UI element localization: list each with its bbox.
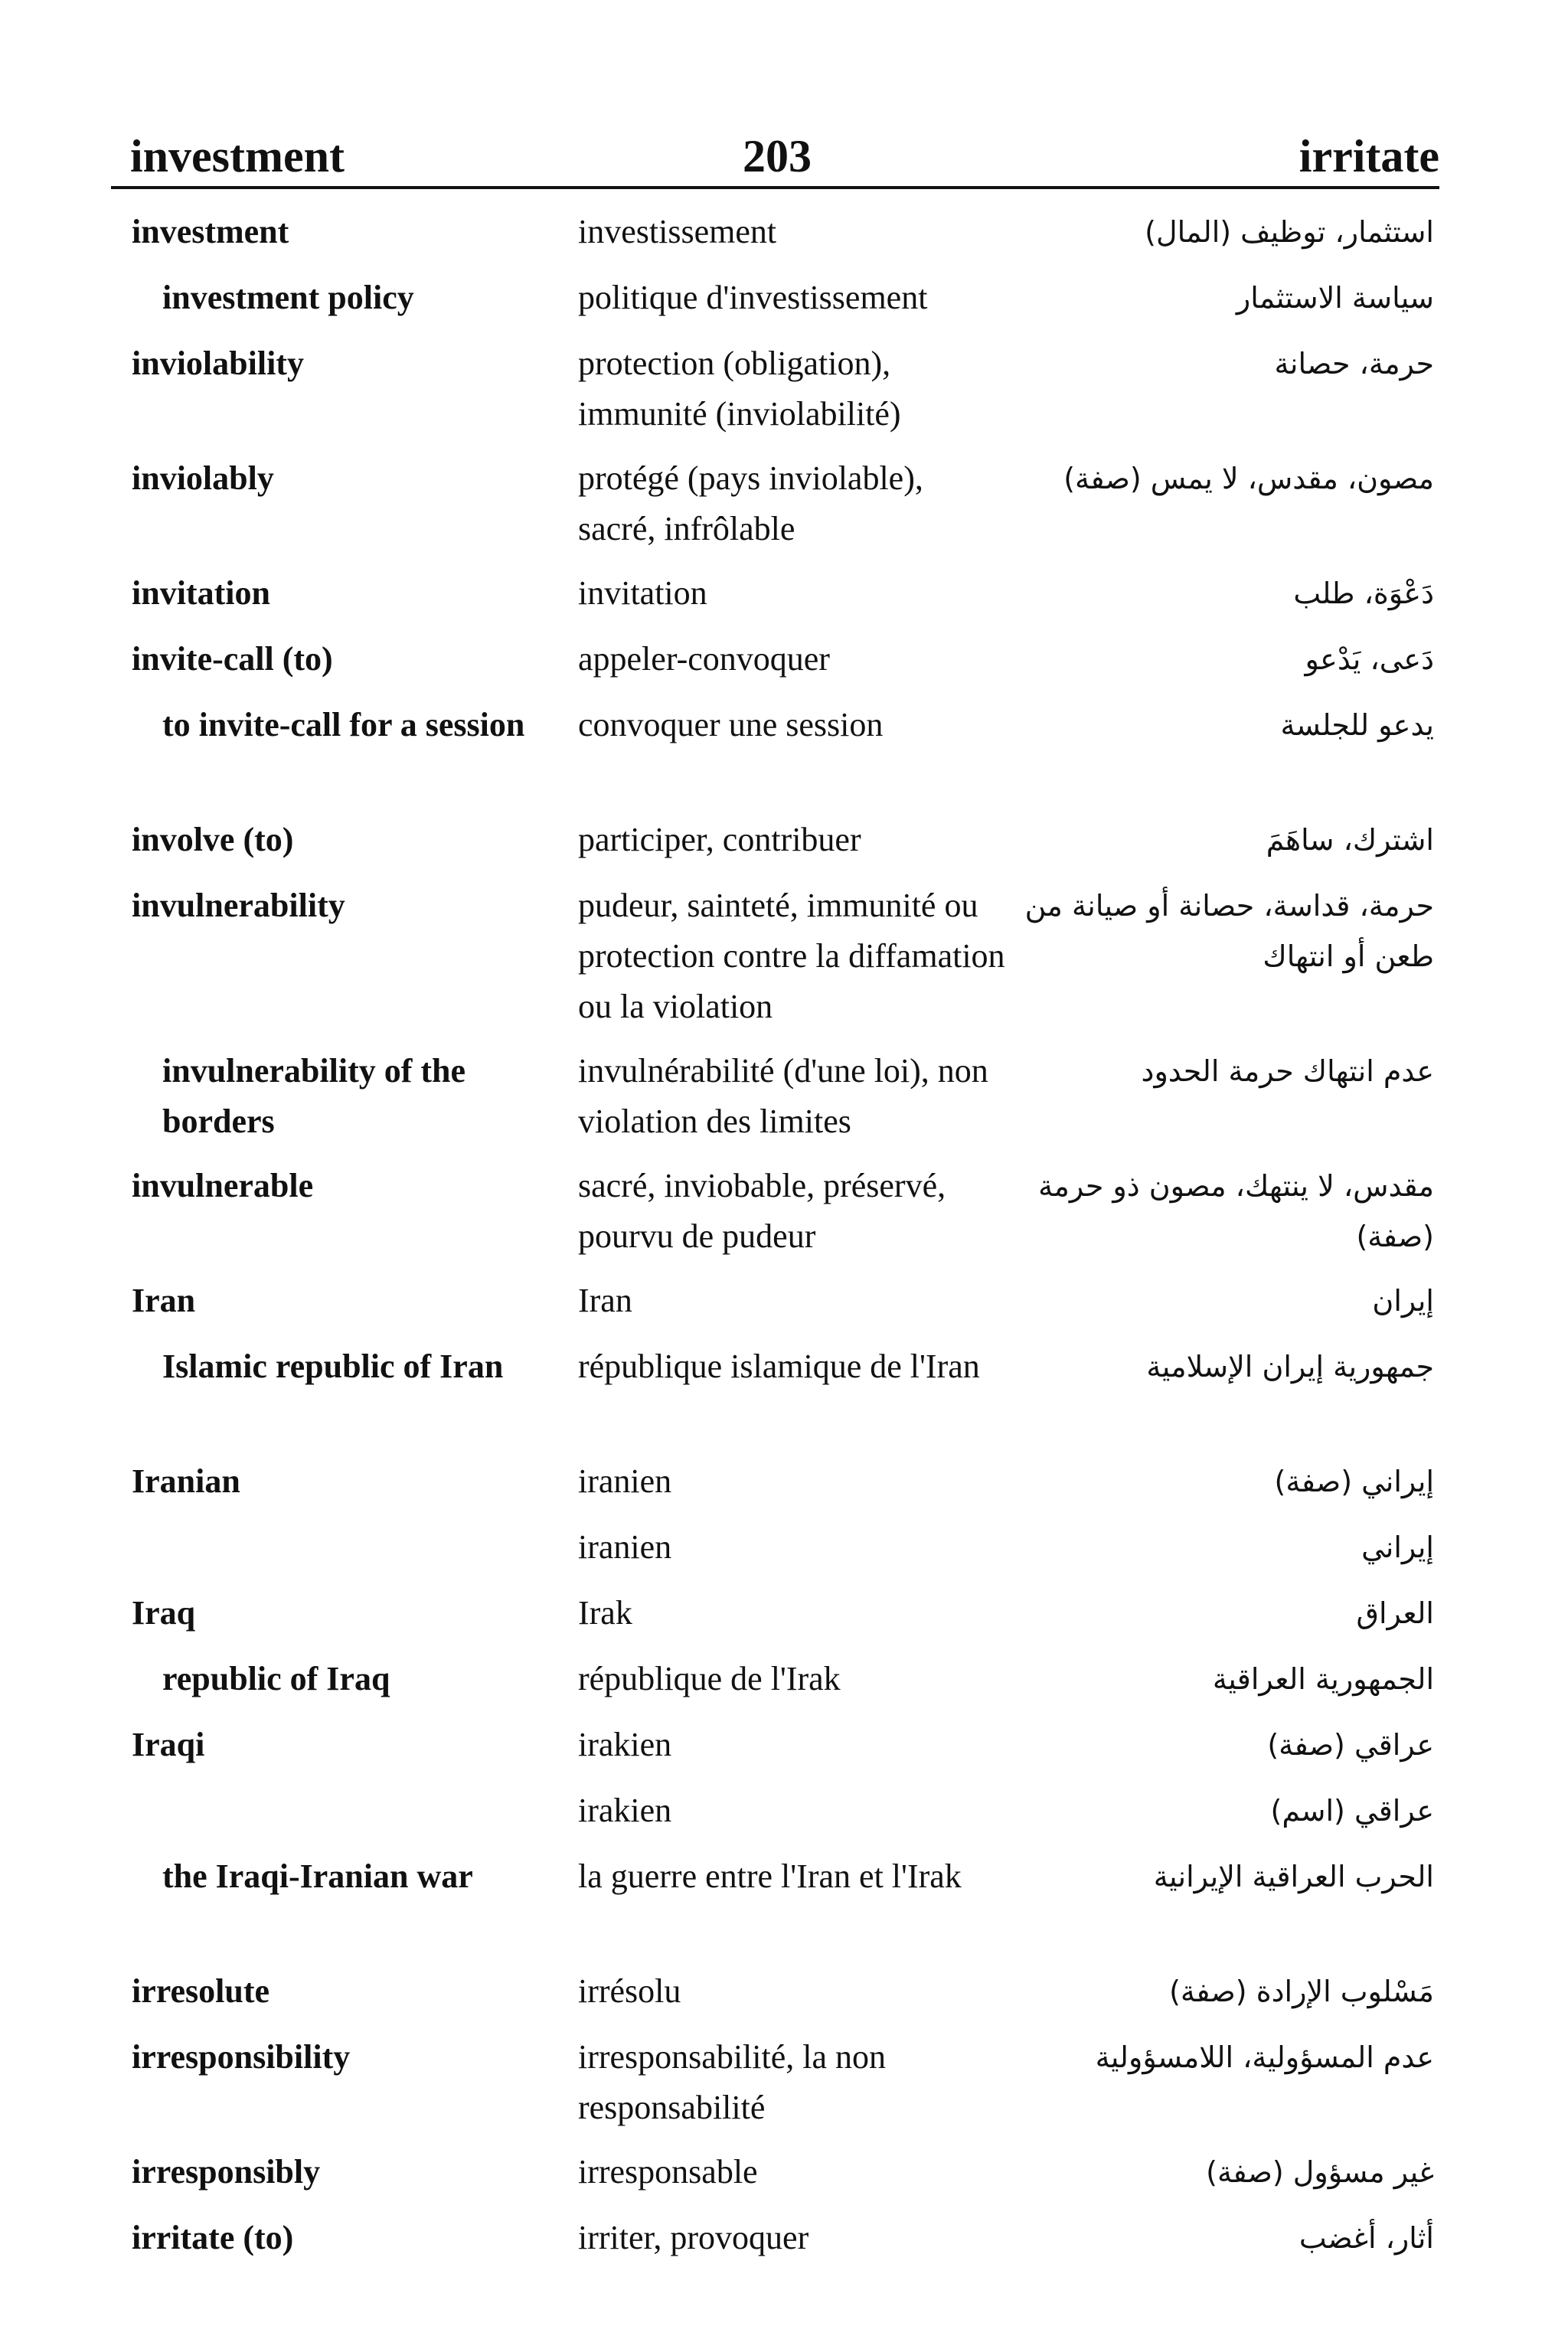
dictionary-entry [0,700,1568,815]
arabic-translation: حرمة، قداسة، حصانة أو صيانة من طعن أو انتهاك [1024,889,1434,973]
dictionary-entry [0,1785,1568,1851]
arabic-translation: غير مسؤول (صفة) [1206,2155,1434,2189]
arabic-translation: اشترك، ساهَمَ [1266,823,1434,857]
arabic-translation: الجمهورية العراقية [1212,1662,1434,1696]
dictionary-entry [0,338,1568,453]
dictionary-entry [0,880,1568,1046]
english-headword: Iraq [132,1594,196,1632]
entry-list [0,207,1568,2279]
arabic-translation: يدعو للجلسة [1280,708,1434,742]
english-headword: the Iraqi-Iranian war [162,1857,473,1895]
arabic-translation: عدم المسؤولية، اللامسؤولية [1095,2040,1434,2074]
arabic-translation: دَعْوَة، طلب [1293,577,1434,610]
french-translation: irakien [578,1726,672,1763]
dictionary-entry [0,2032,1568,2147]
english-headword: investment [132,213,289,250]
english-headword: invite-call (to) [132,640,333,678]
french-translation: irresponsabilité, la non responsabilité [578,2038,887,2126]
english-headword: inviolability [132,345,304,382]
dictionary-entry [0,815,1568,880]
arabic-translation: دَعى، يَدْعو [1305,642,1434,676]
french-translation: convoquer une session [578,706,884,743]
french-translation: irakien [578,1792,672,1829]
dictionary-entry [0,1654,1568,1720]
french-translation: participer, contribuer [578,821,861,858]
dictionary-entry [0,1046,1568,1161]
arabic-translation: العراق [1356,1596,1434,1630]
dictionary-entry [0,1966,1568,2032]
page-number: 203 [743,131,812,181]
english-headword: inviolably [132,459,274,497]
dictionary-entry [0,1341,1568,1456]
arabic-translation: الحرب العراقية الإيرانية [1153,1860,1434,1893]
english-headword: Islamic republic of Iran [162,1348,504,1385]
dictionary-entry [0,1588,1568,1654]
english-headword: invulnerability of the borders [162,1052,466,1140]
arabic-translation: مصون، مقدس، لا يمس (صفة) [1063,462,1434,495]
arabic-translation: مَسْلوب الإرادة (صفة) [1169,1975,1434,2008]
french-translation: irrésolu [578,1972,681,2010]
french-translation: irresponsable [578,2153,758,2191]
arabic-translation: إيراني [1361,1531,1434,1564]
header-first-word: investment [130,131,345,181]
english-headword: irritate (to) [132,2219,294,2256]
english-headword: to invite-call for a session [162,706,525,743]
french-translation: république de l'Irak [578,1660,841,1697]
header-last-word: irritate [1298,131,1439,181]
french-translation: iranien [578,1528,672,1566]
dictionary-entry [0,568,1568,634]
english-headword: invulnerable [132,1167,314,1204]
english-headword: Iranian [132,1462,240,1500]
english-headword: irresponsibly [132,2153,321,2191]
english-headword: invitation [132,574,270,612]
dictionary-entry [0,634,1568,700]
arabic-translation: أثار، أغضب [1298,2221,1434,2255]
english-headword: irresponsibility [132,2038,351,2076]
dictionary-entry [0,1456,1568,1522]
french-translation: Iran [578,1282,632,1319]
english-headword: irresolute [132,1972,270,2010]
french-translation: république islamique de l'Iran [578,1348,980,1385]
french-translation: invulnérabilité (d'une loi), non violation des limites [578,1052,988,1140]
arabic-translation: سياسة الاستثمار [1236,281,1434,315]
dictionary-entry [0,207,1568,273]
french-translation: appeler-convoquer [578,640,830,678]
french-translation: protection (obligation), immunité (inviolabilité) [578,345,901,433]
english-headword: Iran [132,1282,196,1319]
french-translation: iranien [578,1462,672,1500]
french-translation: politique d'investissement [578,279,928,316]
dictionary-entry [0,1720,1568,1785]
french-translation: la guerre entre l'Iran et l'Irak [578,1857,962,1895]
arabic-translation: عدم انتهاك حرمة الحدود [1141,1054,1434,1088]
english-headword: investment policy [162,279,414,316]
arabic-translation: جمهورية إيران الإسلامية [1146,1350,1434,1384]
english-headword: involve (to) [132,821,294,858]
arabic-translation: استثمار، توظيف (المال) [1145,215,1434,249]
english-headword: Iraqi [132,1726,205,1763]
french-translation: invitation [578,574,707,612]
french-translation: pudeur, sainteté, immunité ou protection contre la diffamation ou la violation [578,887,1005,1025]
page-header [115,130,1439,188]
arabic-translation: عراقي (اسم) [1270,1794,1434,1828]
english-headword: republic of Iraq [162,1660,390,1697]
french-translation: irriter, provoquer [578,2219,809,2256]
dictionary-entry [0,2213,1568,2279]
arabic-translation: إيران [1372,1284,1434,1318]
french-translation: sacré, inviobable, préservé, pourvu de pudeur [578,1167,946,1255]
dictionary-entry [0,273,1568,338]
dictionary-entry [0,1851,1568,1966]
dictionary-entry [0,453,1568,568]
arabic-translation: حرمة، حصانة [1274,347,1434,381]
english-headword: invulnerability [132,887,345,924]
arabic-translation: مقدس، لا ينتهك، مصون ذو حرمة (صفة) [1038,1169,1434,1253]
header-rule [111,186,1439,189]
dictionary-entry [0,1522,1568,1588]
dictionary-entry [0,1161,1568,1276]
french-translation: protégé (pays inviolable), sacré, infrôlable [578,459,923,547]
french-translation: investissement [578,213,777,250]
arabic-translation: إيراني (صفة) [1274,1465,1434,1498]
dictionary-entry [0,1276,1568,1341]
french-translation: Irak [578,1594,632,1632]
arabic-translation: عراقي (صفة) [1267,1728,1434,1762]
dictionary-entry [0,2147,1568,2213]
